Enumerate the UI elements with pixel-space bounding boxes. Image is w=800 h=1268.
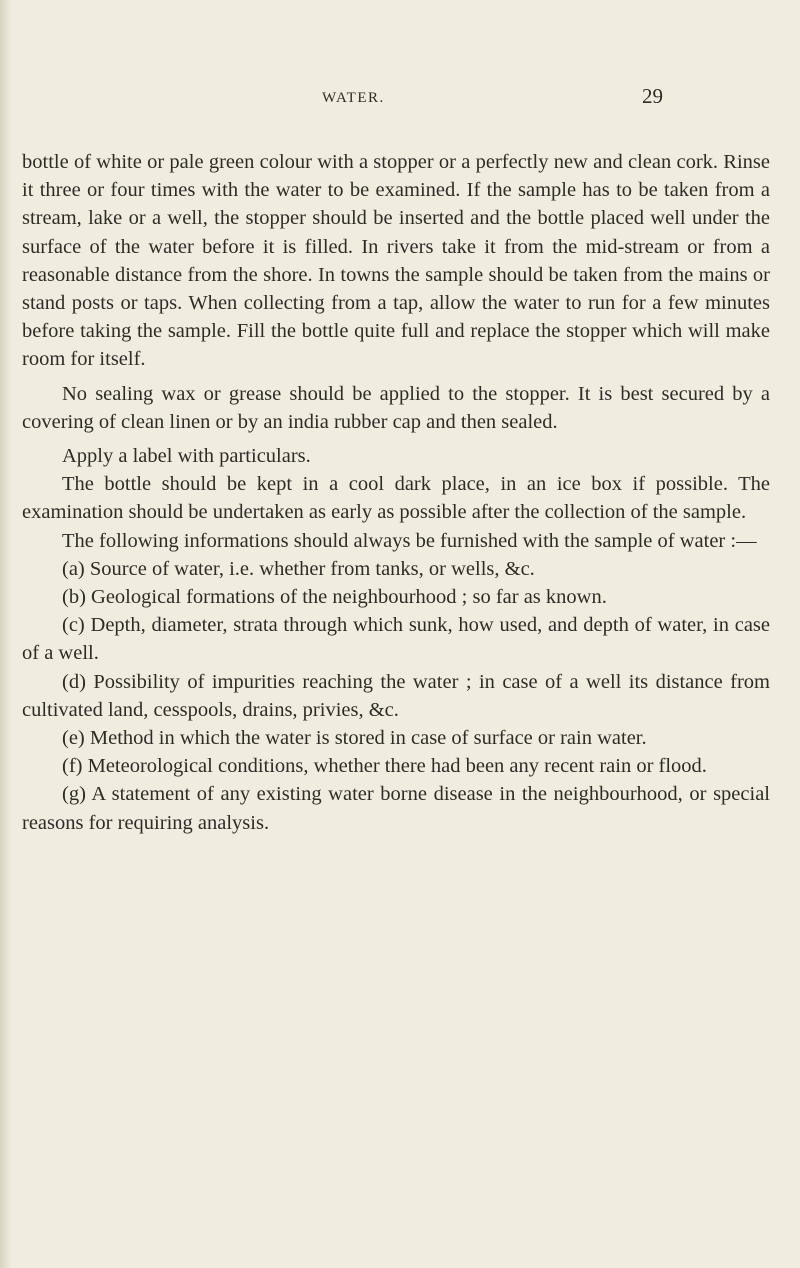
paragraph-informations: The following informations should always be furnished with the sample of water :— (62, 529, 757, 552)
paragraph-storage: The bottle should be kept in a cool dark place, in an ice box if possible. The examination should be undertaken as early as possible after the collection of the sample. (22, 473, 770, 524)
running-title: WATER. (322, 90, 385, 106)
item-marker: (b) (62, 586, 86, 609)
paragraph-label: Apply a label with particulars. (62, 445, 311, 468)
item-text: Meteorological conditions, whether there had been any recent rain or flood. (87, 755, 707, 778)
paragraph-sampling-instructions: bottle of white or pale green colour with a stopper or a perfectly new and clean cork. Rinse it three or four times with the water to be examined. If the sample has to be taken from a stream, lake or a well, the stopper should be inserted and the bottle placed well under the surface of the water before it is filled. In rivers take it from the mid-stream or from a reasonable distance from the shore. In towns the sample should be taken from the mains or stand posts or taps. When collecting from a tap, allow the water to run for a few minutes before taking the sample. Fill the bottle quite full and replace the stopper which will make room for itself. (22, 151, 770, 371)
list-item (22, 780, 770, 836)
list-item (22, 611, 770, 667)
list-item (22, 752, 770, 780)
item-marker: (a) (62, 557, 85, 580)
list-item (22, 583, 770, 611)
item-marker: (g) (62, 783, 86, 806)
list-item (22, 555, 770, 583)
list-item (22, 668, 770, 724)
list-item (22, 724, 770, 752)
page-number: 29 (642, 84, 663, 108)
item-text: Possibility of impurities reaching the water ; in case of a well its distance from cultivated land, cesspools, drains, privies, &c. (22, 670, 771, 721)
book-binding-edge (0, 0, 12, 1268)
item-marker: (f) (62, 755, 83, 778)
item-marker: (c) (62, 614, 85, 637)
running-head (0, 84, 800, 114)
item-marker: (d) (62, 670, 86, 693)
item-text: Method in which the water is stored in case of surface or rain water. (89, 727, 647, 750)
item-marker: (e) (62, 727, 85, 750)
paragraph-sealing: No sealing wax or grease should be applied to the stopper. It is best secured by a covering of clean linen or by an india rubber cap and then sealed. (22, 382, 770, 433)
item-text: Depth, diameter, strata through which sunk, how used, and depth of water, in case of a well. (22, 614, 770, 665)
item-text: Source of water, i.e. whether from tanks, or wells, &c. (89, 557, 535, 580)
item-text: A statement of any existing water borne disease in the neighbourhood, or special reasons for requiring analysis. (22, 783, 770, 834)
body-text (22, 148, 770, 837)
item-text: Geological formations of the neighbourhood ; so far as known. (91, 586, 607, 609)
